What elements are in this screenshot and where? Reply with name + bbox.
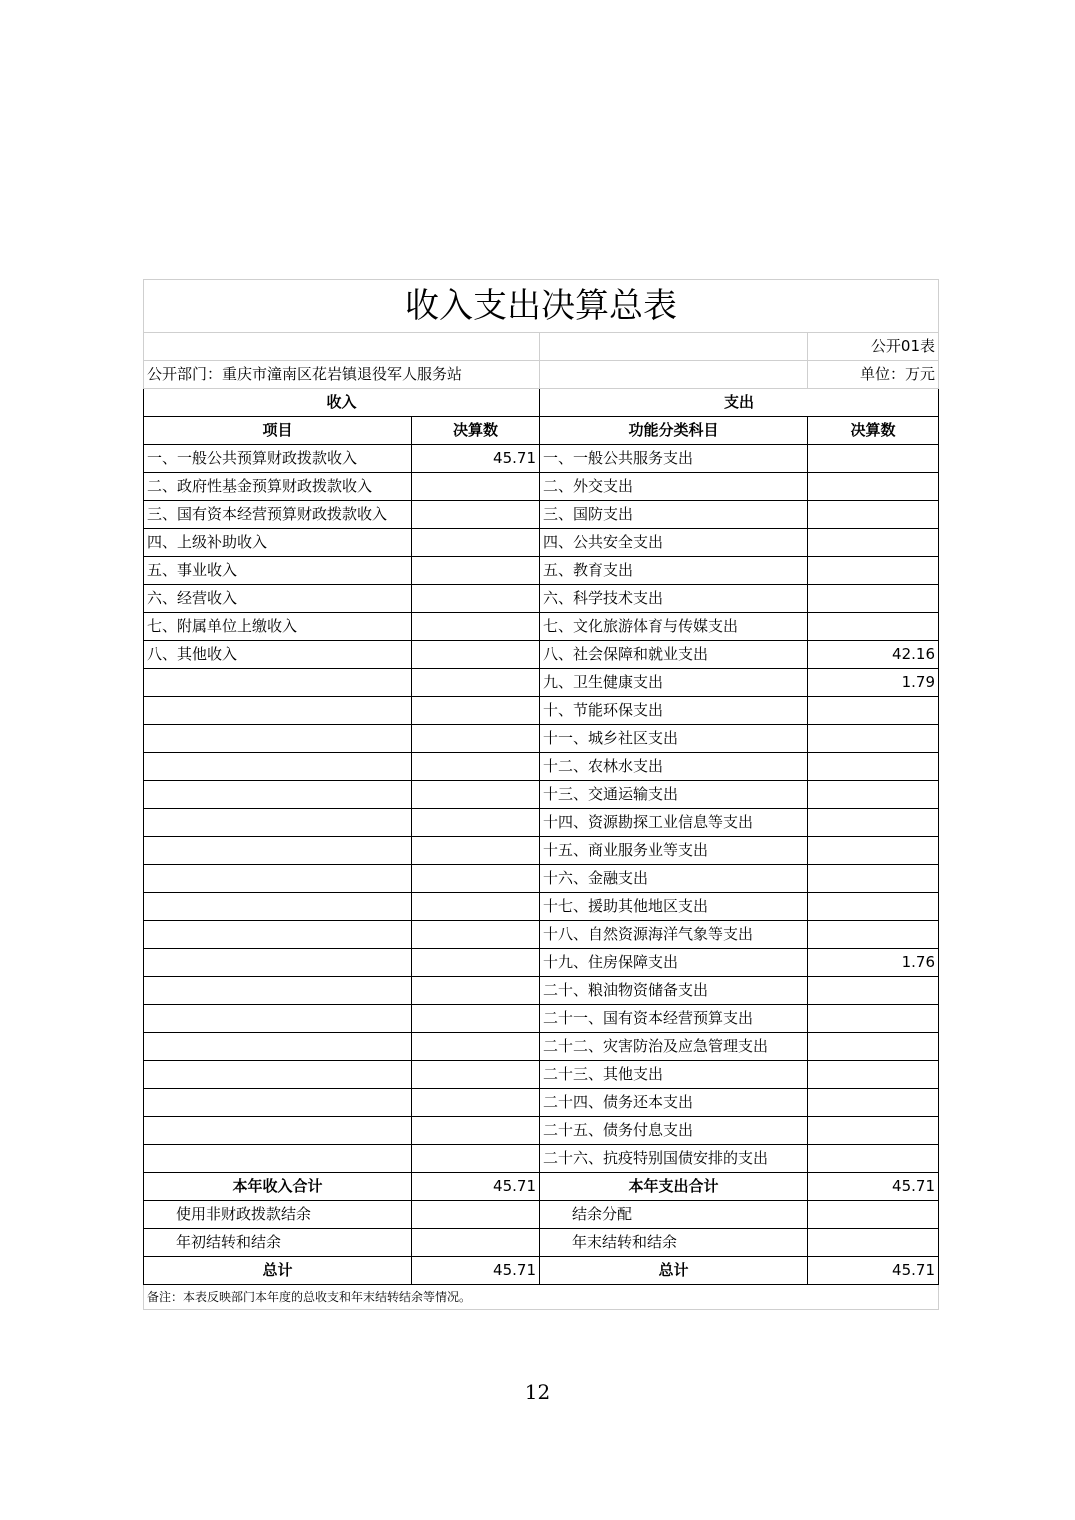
blank-cell (540, 333, 808, 361)
begin-balance-label: 年初结转和结余 (144, 1229, 412, 1257)
income-item-cell (144, 669, 412, 697)
income-value-cell (412, 585, 540, 613)
expense-item-cell: 二十一、国有资本经营预算支出 (540, 1005, 808, 1033)
table-row (144, 697, 939, 725)
table-row (144, 725, 939, 753)
expense-value-cell (808, 977, 939, 1005)
expense-item-cell: 二、外交支出 (540, 473, 808, 501)
expense-item-cell: 九、卫生健康支出 (540, 669, 808, 697)
expense-value-cell (808, 781, 939, 809)
income-value-cell (412, 529, 540, 557)
table-row (144, 1117, 939, 1145)
expense-header: 支出 (540, 389, 939, 417)
expense-value-cell: 1.76 (808, 949, 939, 977)
table-row (144, 445, 939, 473)
expense-item-cell: 十三、交通运输支出 (540, 781, 808, 809)
table-row (144, 501, 939, 529)
table-row (144, 781, 939, 809)
income-item-cell: 八、其他收入 (144, 641, 412, 669)
item-header: 项目 (144, 417, 412, 445)
summary-table (143, 279, 939, 1310)
table-row (144, 529, 939, 557)
expense-item-cell: 一、一般公共服务支出 (540, 445, 808, 473)
income-item-cell: 五、事业收入 (144, 557, 412, 585)
income-header: 收入 (144, 389, 540, 417)
income-value-cell (412, 809, 540, 837)
table-row (144, 1061, 939, 1089)
expense-item-cell: 十六、金融支出 (540, 865, 808, 893)
data-rows (144, 445, 939, 1173)
income-value-cell (412, 557, 540, 585)
expense-value-cell (808, 921, 939, 949)
expense-item-cell: 十、节能环保支出 (540, 697, 808, 725)
income-total-value: 45.71 (412, 1173, 540, 1201)
table-row (144, 865, 939, 893)
expense-value-cell (808, 865, 939, 893)
table-row (144, 753, 939, 781)
expense-value-cell (808, 445, 939, 473)
income-value-cell: 45.71 (412, 445, 540, 473)
income-item-cell: 三、国有资本经营预算财政拨款收入 (144, 501, 412, 529)
income-value-cell (412, 865, 540, 893)
income-item-cell: 二、政府性基金预算财政拨款收入 (144, 473, 412, 501)
table-row (144, 557, 939, 585)
income-value-cell (412, 697, 540, 725)
income-item-cell (144, 949, 412, 977)
expense-item-cell: 二十、粮油物资储备支出 (540, 977, 808, 1005)
blank-cell (144, 333, 540, 361)
expense-value-cell: 42.16 (808, 641, 939, 669)
grand-total-label-2: 总计 (540, 1257, 808, 1285)
expense-value-cell (808, 585, 939, 613)
surplus-alloc-label: 结余分配 (540, 1201, 808, 1229)
expense-item-cell: 五、教育支出 (540, 557, 808, 585)
table-row (144, 809, 939, 837)
income-value-cell (412, 753, 540, 781)
income-item-cell: 四、上级补助收入 (144, 529, 412, 557)
income-value-cell (412, 1033, 540, 1061)
expense-item-cell: 六、科学技术支出 (540, 585, 808, 613)
surplus-alloc-value (808, 1201, 939, 1229)
end-balance-value (808, 1229, 939, 1257)
expense-item-cell: 二十五、债务付息支出 (540, 1117, 808, 1145)
form-code: 公开01表 (808, 333, 939, 361)
expense-value-cell (808, 1061, 939, 1089)
table-row (144, 921, 939, 949)
table-row (144, 893, 939, 921)
table-row (144, 1033, 939, 1061)
end-balance-label: 年末结转和结余 (540, 1229, 808, 1257)
table-row (144, 977, 939, 1005)
table-row (144, 837, 939, 865)
unit-label: 单位：万元 (808, 361, 939, 389)
expense-item-cell: 十四、资源勘探工业信息等支出 (540, 809, 808, 837)
income-value-cell (412, 1089, 540, 1117)
expense-value-cell (808, 473, 939, 501)
income-value-cell (412, 1145, 540, 1173)
expense-item-cell: 十二、农林水支出 (540, 753, 808, 781)
expense-value-cell (808, 1005, 939, 1033)
expense-total-value: 45.71 (808, 1173, 939, 1201)
income-value-cell (412, 781, 540, 809)
expense-value-cell (808, 501, 939, 529)
income-value-cell (412, 1117, 540, 1145)
income-value-cell (412, 1061, 540, 1089)
income-value-cell (412, 837, 540, 865)
table-row (144, 949, 939, 977)
expense-value-cell (808, 613, 939, 641)
expense-item-cell: 二十六、抗疫特别国债安排的支出 (540, 1145, 808, 1173)
budget-sheet (143, 279, 938, 1310)
expense-total-label: 本年支出合计 (540, 1173, 808, 1201)
table-row (144, 613, 939, 641)
amount-header: 决算数 (412, 417, 540, 445)
non-fiscal-label: 使用非财政拨款结余 (144, 1201, 412, 1229)
expense-item-cell: 二十三、其他支出 (540, 1061, 808, 1089)
expense-item-cell: 四、公共安全支出 (540, 529, 808, 557)
expense-item-cell: 二十四、债务还本支出 (540, 1089, 808, 1117)
begin-balance-value (412, 1229, 540, 1257)
expense-value-cell (808, 725, 939, 753)
income-value-cell (412, 977, 540, 1005)
expense-value-cell (808, 1145, 939, 1173)
table-row (144, 1145, 939, 1173)
income-value-cell (412, 669, 540, 697)
income-value-cell (412, 1005, 540, 1033)
table-row (144, 1089, 939, 1117)
amount-header-2: 决算数 (808, 417, 939, 445)
income-item-cell (144, 1089, 412, 1117)
income-item-cell: 六、经营收入 (144, 585, 412, 613)
table-row (144, 669, 939, 697)
func-class-header: 功能分类科目 (540, 417, 808, 445)
income-item-cell (144, 753, 412, 781)
expense-item-cell: 七、文化旅游体育与传媒支出 (540, 613, 808, 641)
blank-cell (540, 361, 808, 389)
income-item-cell (144, 809, 412, 837)
expense-value-cell (808, 529, 939, 557)
table-row (144, 585, 939, 613)
non-fiscal-value (412, 1201, 540, 1229)
expense-value-cell (808, 837, 939, 865)
department-label: 公开部门：重庆市潼南区花岩镇退役军人服务站 (144, 361, 540, 389)
expense-value-cell (808, 1089, 939, 1117)
income-value-cell (412, 921, 540, 949)
grand-total-label: 总计 (144, 1257, 412, 1285)
income-item-cell (144, 1033, 412, 1061)
expense-value-cell (808, 809, 939, 837)
income-item-cell (144, 781, 412, 809)
income-item-cell (144, 921, 412, 949)
income-value-cell (412, 501, 540, 529)
income-item-cell (144, 697, 412, 725)
expense-value-cell (808, 893, 939, 921)
expense-item-cell: 十八、自然资源海洋气象等支出 (540, 921, 808, 949)
grand-total-income: 45.71 (412, 1257, 540, 1285)
expense-item-cell: 二十二、灾害防治及应急管理支出 (540, 1033, 808, 1061)
income-value-cell (412, 949, 540, 977)
expense-item-cell: 十一、城乡社区支出 (540, 725, 808, 753)
expense-value-cell (808, 697, 939, 725)
income-item-cell: 一、一般公共预算财政拨款收入 (144, 445, 412, 473)
income-item-cell (144, 725, 412, 753)
expense-item-cell: 十五、商业服务业等支出 (540, 837, 808, 865)
income-item-cell (144, 1145, 412, 1173)
income-item-cell (144, 837, 412, 865)
table-row (144, 641, 939, 669)
page-number: 12 (524, 1380, 551, 1404)
income-total-label: 本年收入合计 (144, 1173, 412, 1201)
income-value-cell (412, 473, 540, 501)
grand-total-expense: 45.71 (808, 1257, 939, 1285)
income-value-cell (412, 893, 540, 921)
income-item-cell (144, 977, 412, 1005)
income-item-cell (144, 893, 412, 921)
income-value-cell (412, 641, 540, 669)
expense-value-cell (808, 1117, 939, 1145)
income-item-cell (144, 1061, 412, 1089)
expense-item-cell: 八、社会保障和就业支出 (540, 641, 808, 669)
table-row (144, 1005, 939, 1033)
income-item-cell (144, 865, 412, 893)
income-item-cell (144, 1005, 412, 1033)
income-item-cell: 七、附属单位上缴收入 (144, 613, 412, 641)
footnote: 备注：本表反映部门本年度的总收支和年末结转结余等情况。 (144, 1285, 939, 1310)
expense-value-cell (808, 557, 939, 585)
expense-value-cell (808, 753, 939, 781)
expense-item-cell: 十七、援助其他地区支出 (540, 893, 808, 921)
income-value-cell (412, 613, 540, 641)
expense-item-cell: 十九、住房保障支出 (540, 949, 808, 977)
income-value-cell (412, 725, 540, 753)
expense-value-cell (808, 1033, 939, 1061)
page-title: 收入支出决算总表 (144, 280, 939, 333)
expense-item-cell: 三、国防支出 (540, 501, 808, 529)
table-row (144, 473, 939, 501)
income-item-cell (144, 1117, 412, 1145)
expense-value-cell: 1.79 (808, 669, 939, 697)
